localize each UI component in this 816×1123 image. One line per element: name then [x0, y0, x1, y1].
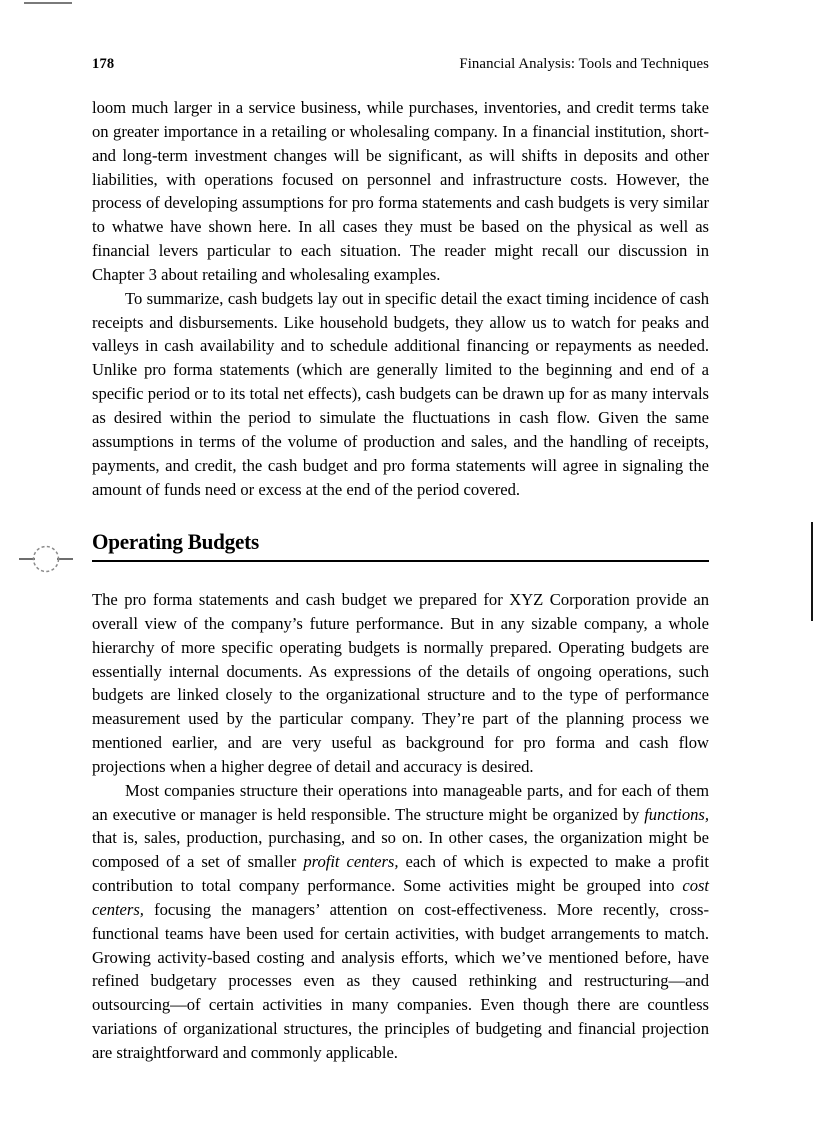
- page-number: 178: [92, 56, 115, 72]
- section-heading-block: [92, 530, 709, 562]
- running-title: Financial Analysis: Tools and Techniques: [459, 56, 709, 72]
- emphasis-cost-centers: cost centers,: [92, 876, 709, 919]
- running-header: [92, 56, 709, 74]
- section-heading: Operating Budgets: [92, 529, 259, 555]
- paragraph-summary: To summarize, cash budgets lay out in specific detail the exact timing incidence of cash receipts and disbursements. Like household budgets, they allow us to watch for peaks and valleys in cash availability and to schedule additional financing or repayments as needed. Unlike pro forma statements (which are generally limited to the beginning and end of a specific period or to its total net effects), cash budgets can be drawn up for as many intervals as desired within the period to simulate the fluctuations in cash flow. Given the same assumptions in terms of the volume of production and sales, and the handling of receipts, payments, and credit, the cash budget and pro forma statements will agree in signaling the amount of funds need or excess at the end of the period covered.: [92, 288, 709, 499]
- registration-circle-mark-icon: [18, 538, 74, 580]
- crop-mark-icon: [811, 522, 813, 621]
- text-run: each of which is expected to make a profit contribution to total company performance. Some activities might be grouped into: [92, 852, 710, 896]
- section-paragraph-2: [92, 779, 709, 1065]
- text-run: focusing the managers’ attention on cost-effectiveness. More recently, cross-functional teams have been used for certain activities, with budget arrangements to match. Growing activity-based costing and analysis efforts, which we’ve mentioned before, have refined budgetary processes even as they caused rethinking and restructuring—and outsourcing—of certain activities in many companies. Even though there are countless variations of organizational structures, the principles of budgeting and financial projection are straightforward and commonly applicable.: [92, 899, 709, 1062]
- heading-rule: [92, 560, 709, 562]
- crop-mark-icon: [24, 2, 72, 4]
- emphasis-functions: functions,: [644, 804, 709, 824]
- text-run: Most companies structure their operations into manageable parts, and for each of them an executive or manager is held responsible. The structure might be organized by: [92, 780, 709, 824]
- text-run: that is, sales, production, purchasing, and so on. In other cases, the organization might be composed of a set of smaller: [92, 828, 709, 872]
- paragraph-continuation: loom much larger in a service business, while purchases, inventories, and credit terms take on greater importance in a retailing or wholesaling company. In a financial institution, short- and long-term investment changes will be significant, as will shifts in deposits and other liabilities, with operations focused on personnel and infrastructure costs. However, the process of developing assumptions for pro forma statements and cash budgets is very similar to whatwe have shown here. In all cases they must be based on the physical as well as financial levers particular to each situation. The reader might recall our discussion in Chapter 3 about retailing and wholesaling examples.: [92, 98, 709, 284]
- page-content: [92, 96, 709, 1065]
- section-paragraph-1: The pro forma statements and cash budget we prepared for XYZ Corporation provide an overall view of the company’s future performance. But in any sizable company, a whole hierarchy of more specific operating budgets is normally prepared. Operating budgets are essentially internal documents. As expressions of the details of ongoing operations, such budgets are linked closely to the organizational structure and to the type of performance measurement used by the particular company. They’re part of the planning process we mentioned earlier, and are very useful as background for pro forma and cash flow projections when a higher degree of detail and accuracy is desired.: [92, 589, 709, 776]
- emphasis-profit-centers: profit centers,: [303, 852, 399, 872]
